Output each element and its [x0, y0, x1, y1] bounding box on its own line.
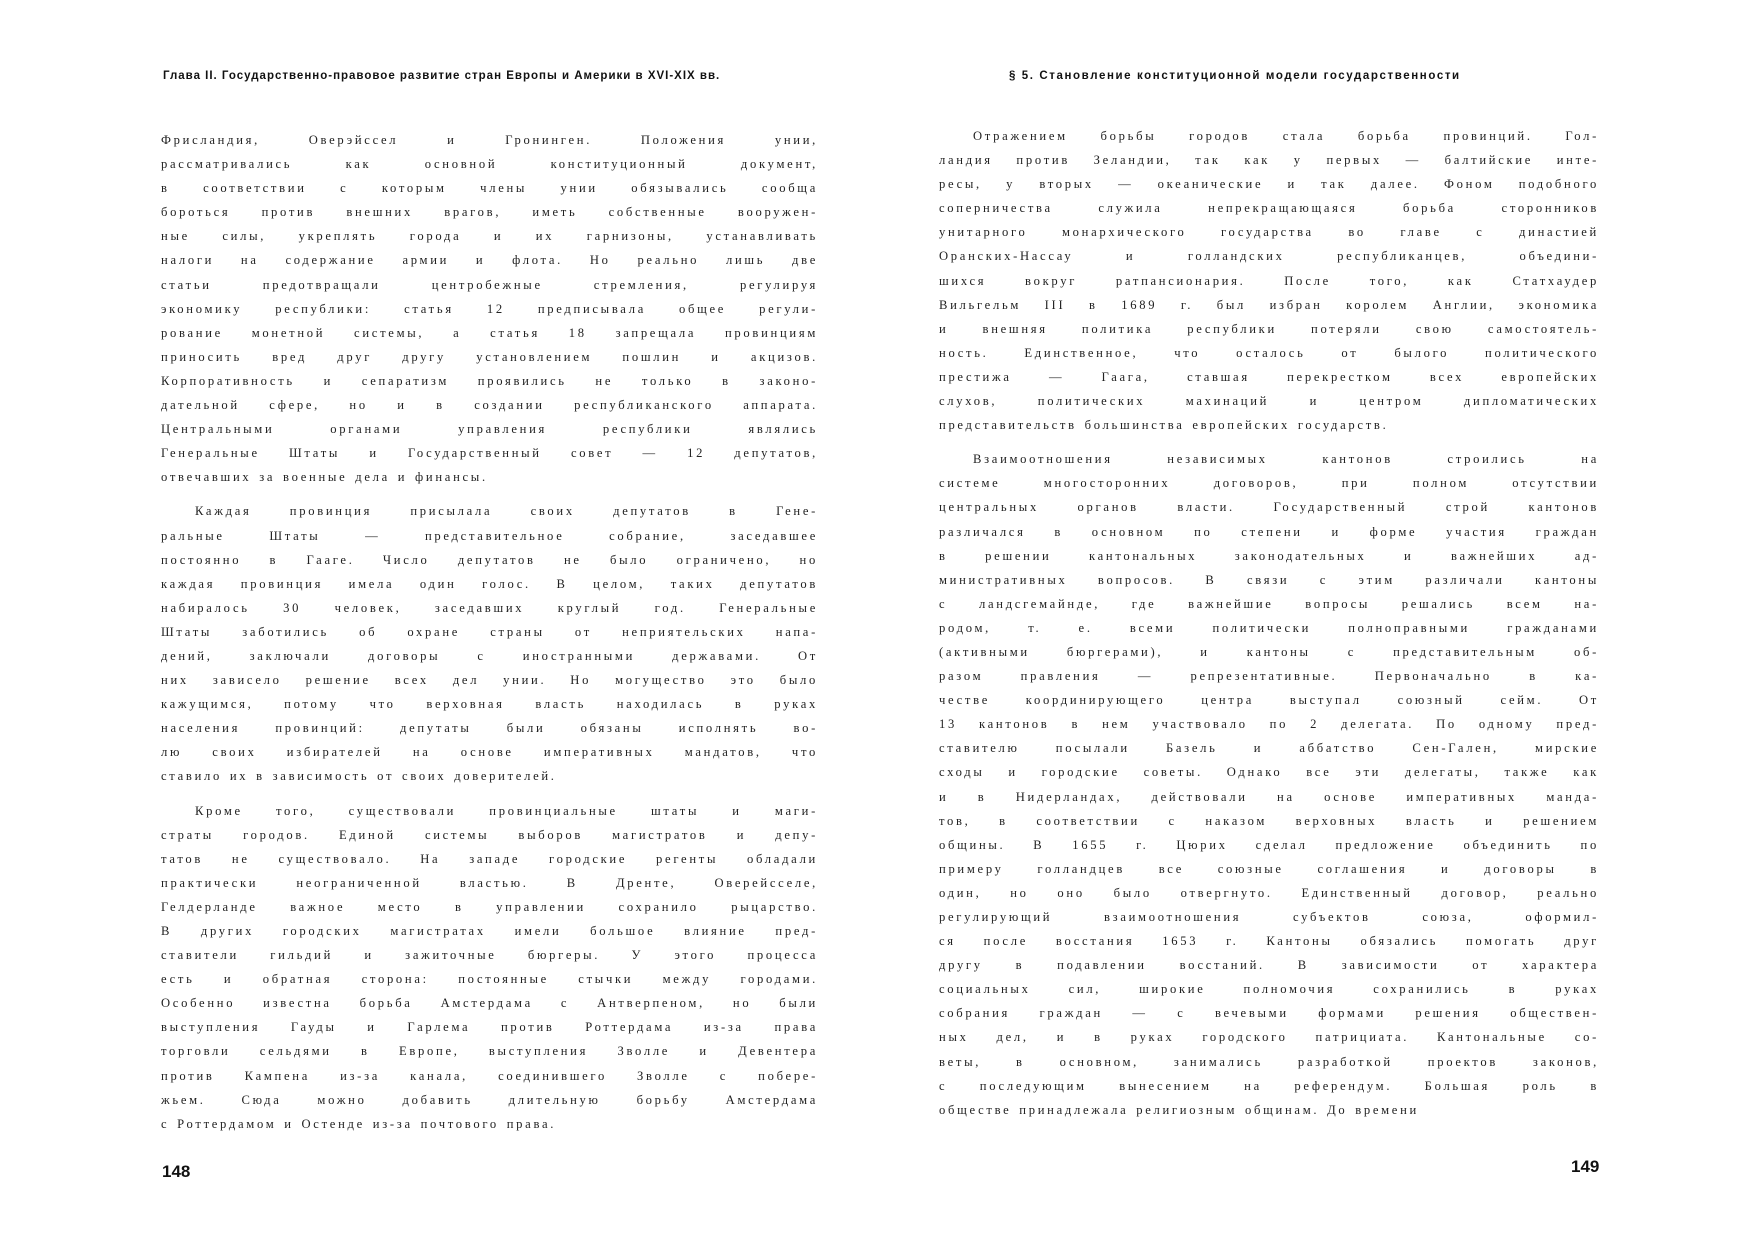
text-line: сходы и городские советы. Однако все эти делегаты, также как [939, 765, 1599, 780]
paragraph [161, 799, 818, 1136]
text-line: дательной сфере, но и в создании республиканского аппарата. [161, 398, 818, 413]
text-line: соперничества служила непрекращающаяся борьба сторонников [939, 201, 1599, 216]
text-line: Взаимоотношения независимых кантонов строились на [973, 452, 1599, 467]
text-line: страты городов. Единой системы выборов магистратов и депу- [161, 827, 818, 842]
text-line: лю своих избирателей на основе императивных мандатов, что [161, 745, 818, 760]
text-line: против Кампена из-за канала, соединившего Зволле с побере- [161, 1068, 818, 1083]
text-line: каждая провинция имела один голос. В целом, таких депутатов [161, 576, 818, 591]
text-line: статьи предотвращали центробежные стремления, регулируя [161, 277, 818, 292]
text-line: общины. В 1655 г. Цюрих сделал предложение объединить по [939, 837, 1599, 852]
text-line: и в Нидерландах, действовали на основе императивных манда- [939, 789, 1599, 804]
text-line: отвечавших за военные дела и финансы. [161, 470, 488, 485]
text-line: экономику республики: статья 12 предписывала общее регули- [161, 301, 818, 316]
text-line: них зависело решение всех дел унии. Но могущество это было [161, 673, 818, 688]
text-line: и внешняя политика республики потеряли свою самостоятель- [939, 321, 1599, 336]
text-line: кажущимся, потому что верховная власть находилась в руках [161, 697, 818, 712]
text-line: есть и обратная сторона: постоянные стычки между городами. [161, 972, 818, 987]
text-line: ность. Единственное, что осталось от былого политического [939, 345, 1599, 360]
text-line: Вильгельм III в 1689 г. был избран королем Англии, экономика [939, 297, 1599, 312]
text-line: Центральными органами управления республики являлись [161, 422, 818, 437]
text-line: с Роттердамом и Остенде из-за почтового права. [161, 1116, 557, 1131]
text-line: ландия против Зеландии, так как у первых — балтийские инте- [939, 153, 1599, 168]
text-line: дений, заключали договоры с иностранными державами. От [161, 648, 818, 663]
text-line: В других городских магистратах имели большое влияние пред- [161, 924, 818, 938]
text-line: тов, в соответствии с наказом верховных власть и решением [939, 813, 1599, 828]
text-line: социальных сил, широкие полномочия сохранились в руках [939, 982, 1599, 997]
page-number-left: 148 [162, 1162, 191, 1181]
paragraph-gap [939, 437, 1599, 447]
running-head-right: § 5. Становление конституционной модели государственности [1009, 70, 1461, 82]
text-line: (активными бюргерами), и кантоны с представительным об- [939, 644, 1599, 659]
text-line: веты, в основном, занимались разработкой проектов законов, [939, 1054, 1599, 1069]
text-line: примеру голландцев все союзные соглашения и договоры в [939, 861, 1599, 876]
text-line: регулирующий взаимоотношения субъектов союза, оформил- [939, 910, 1599, 924]
text-line: слухов, политических махинаций и центром дипломатических [939, 394, 1599, 409]
text-line: родом, т. е. всеми политически полноправными гражданами [939, 620, 1599, 635]
paragraph [939, 124, 1599, 437]
text-line: практически неограниченной властью. В Дренте, Оверейсселе, [161, 875, 818, 890]
text-line: Особенно известна борьба Амстердама с Антверпеном, но были [161, 996, 818, 1011]
text-line: ставители гильдий и зажиточные бюргеры. У этого процесса [161, 948, 818, 963]
text-line: Штаты заботились об охране страны от неприятельских напа- [161, 624, 818, 639]
text-line: Гелдерланде важное место в управлении сохранило рыцарство. [161, 899, 818, 914]
text-line: унитарного монархического государства во главе с династией [939, 225, 1599, 240]
text-line: ресы, у вторых — океанические и так далее. Фоном подобного [939, 177, 1599, 192]
text-line: ставило их в зависимость от своих доверителей. [161, 769, 557, 784]
paragraph-gap [161, 789, 818, 799]
text-line: рассматривались как основной конституционный документ, [161, 157, 818, 172]
text-line: различался в основном по степени и форме участия граждан [939, 524, 1599, 539]
text-line: рование монетной системы, а статья 18 запрещала провинциям [161, 325, 818, 340]
text-line: торговли сельдями в Европе, выступления Зволле и Девентера [161, 1044, 818, 1059]
text-line: обществе принадлежала религиозным общинам. До времени [939, 1102, 1419, 1117]
text-line: престижа — Гаага, ставшая перекрестком всех европейских [939, 369, 1599, 384]
text-line: ных дел, и в руках городского патрициата. Кантональные со- [939, 1030, 1599, 1045]
text-line: с последующим вынесением на референдум. Большая роль в [939, 1078, 1599, 1093]
text-line: разом правления — репрезентативные. Первоначально в ка- [939, 669, 1599, 684]
text-line: Кроме того, существовали провинциальные штаты и маги- [195, 803, 818, 818]
text-line: жьем. Сюда можно добавить длительную борьбу Амстердама [161, 1092, 818, 1107]
text-line: центральных органов власти. Государственный строй кантонов [939, 500, 1599, 515]
text-line: приносить вред друг другу установлением пошлин и акцизов. [161, 349, 818, 364]
text-line: в решении кантональных законодательных и важнейших ад- [939, 548, 1599, 563]
text-line: представительств большинства европейских государств. [939, 418, 1389, 433]
text-line: налоги на содержание армии и флота. Но реально лишь две [161, 253, 818, 268]
text-line: постоянно в Гааге. Число депутатов не было ограничено, но [161, 552, 818, 567]
text-line: Отражением борьбы городов стала борьба провинций. Гол- [973, 129, 1599, 143]
text-line: ные силы, укреплять города и их гарнизоны, устанавливать [161, 229, 818, 244]
text-line: системе многосторонних договоров, при полном отсутствии [939, 476, 1599, 491]
text-line: бороться против внешних врагов, иметь собственные вооружен- [161, 205, 818, 220]
text-line: 13 кантонов в нем участвовало по 2 делегата. По одному пред- [939, 717, 1599, 732]
text-line: населения провинций: депутаты были обязаны исполнять во- [161, 721, 818, 736]
text-line: шихся вокруг ратпансионария. После того, как Статхаудер [939, 273, 1599, 288]
text-line: выступления Гауды и Гарлема против Роттердама из-за права [161, 1020, 818, 1035]
right-page-body [939, 124, 1599, 1122]
running-head-left: Глава II. Государственно-правовое развитие стран Европы и Америки в XVI-XIX вв. [163, 70, 721, 82]
text-line: ральные Штаты — представительное собрание, заседавшее [161, 528, 818, 543]
text-line: татов не существовало. На западе городские регенты обладали [161, 851, 818, 866]
left-page-body [161, 128, 818, 1136]
paragraph [161, 128, 818, 489]
text-line: Фрисландия, Оверэйссел и Гронинген. Положения унии, [161, 133, 818, 147]
text-line: Оранских-Нассау и голландских республиканцев, объедини- [939, 249, 1599, 264]
text-line: ставителю посылали Базель и аббатство Сен-Гален, мирские [939, 741, 1599, 756]
right-page [877, 0, 1754, 1239]
paragraph-gap [161, 489, 818, 499]
text-line: Генеральные Штаты и Государственный совет — 12 депутатов, [161, 446, 818, 461]
text-line: с ландсгемайнде, где важнейшие вопросы решались всем на- [939, 596, 1599, 611]
text-line: один, но оно было отвергнуто. Единственный договор, реально [939, 885, 1599, 900]
paragraph [161, 499, 818, 788]
text-line: Каждая провинция присылала своих депутатов в Гене- [195, 504, 818, 519]
text-line: набиралось 30 человек, заседавших круглый год. Генеральные [161, 600, 818, 615]
text-line: Корпоративность и сепаратизм проявились не только в законо- [161, 373, 818, 388]
text-line: собрания граждан — с вечевыми формами решения обществен- [939, 1006, 1599, 1021]
paragraph [939, 447, 1599, 1122]
text-line: честве координирующего центра выступал союзный сейм. От [939, 693, 1599, 708]
page-number-right: 149 [1571, 1157, 1600, 1176]
text-line: другу в подавлении восстаний. В зависимости от характера [939, 958, 1599, 973]
text-line: ся после восстания 1653 г. Кантоны обязались помогать друг [939, 934, 1599, 949]
text-line: министративных вопросов. В связи с этим различали кантоны [939, 572, 1599, 587]
text-line: в соответствии с которым члены унии обязывались сообща [161, 181, 818, 196]
